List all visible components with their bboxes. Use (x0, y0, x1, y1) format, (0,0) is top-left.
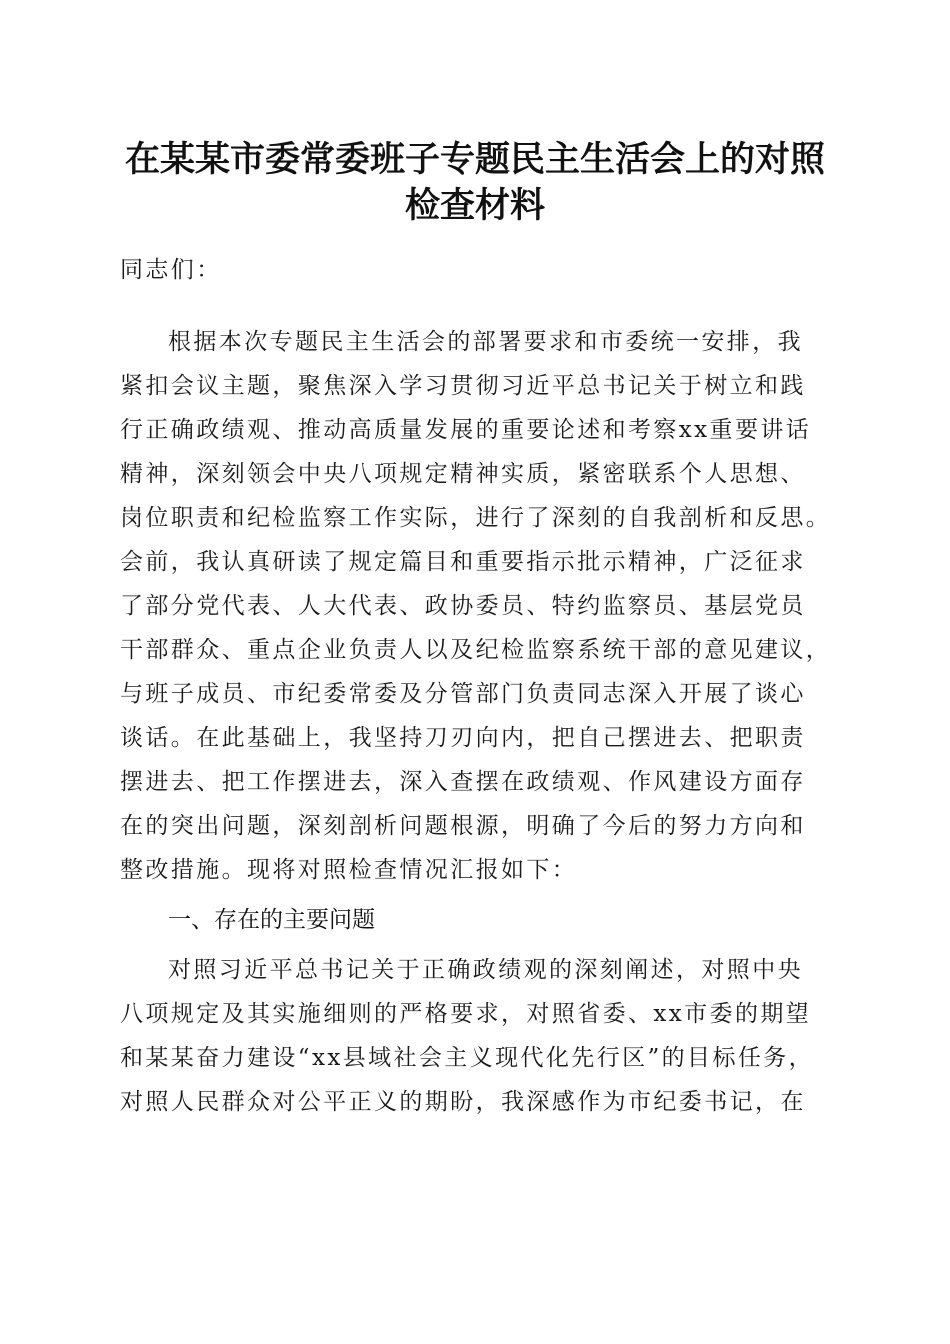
paragraph-1-line: 岗位职责和纪检监察工作实际，进行了深刻的自我剖析和反思。 (120, 505, 832, 531)
paragraph-1-line: 整改措施。现将对照检查情况汇报如下： (120, 857, 578, 883)
paragraph-1-line: 行正确政绩观、推动高质量发展的重要论述和考察xx重要讲话 (120, 417, 812, 443)
paragraph-2-line: 对照习近平总书记关于正确政绩观的深刻阐述，对照中央 (168, 957, 803, 983)
paragraph-2-line: 八项规定及其实施细则的严格要求，对照省委、xx市委的期望 (120, 1001, 812, 1027)
paragraph-1-line: 会前，我认真研读了规定篇目和重要指示批示精神，广泛征求 (120, 549, 806, 575)
paragraph-1-line: 在的突出问题，深刻剖析问题根源，明确了今后的努力方向和 (120, 813, 806, 839)
paragraph-2-line: 和某某奋力建设“xx县域社会主义现代化先行区”的目标任务， (120, 1045, 815, 1071)
paragraph-1-line: 了部分党代表、人大代表、政协委员、特约监察员、基层党员 (120, 593, 806, 619)
paragraph-1-line: 摆进去、把工作摆进去，深入查摆在政绩观、作风建设方面存 (120, 769, 806, 795)
paragraph-1-line: 根据本次专题民主生活会的部署要求和市委统一安排，我 (168, 329, 803, 355)
paragraph-1-line: 紧扣会议主题，聚焦深入学习贯彻习近平总书记关于树立和践 (120, 373, 806, 399)
paragraph-1-line: 谈话。在此基础上，我坚持刀刃向内，把自己摆进去、把职责 (120, 725, 806, 751)
document-title-line-2: 检查材料 (404, 185, 545, 226)
salutation: 同志们： (120, 257, 222, 283)
paragraph-2-line: 对照人民群众对公平正义的期盼，我深感作为市纪委书记，在 (120, 1089, 806, 1115)
document-title-line-1: 在某某市委常委班子专题民主生活会上的对照 (124, 139, 825, 180)
paragraph-1-line: 精神，深刻领会中央八项规定精神实质，紧密联系个人思想、 (120, 461, 806, 487)
paragraph-1-line: 与班子成员、市纪委常委及分管部门负责同志深入开展了谈心 (120, 681, 806, 707)
paragraph-1-line: 干部群众、重点企业负责人以及纪检监察系统干部的意见建议， (120, 637, 832, 663)
section-1-heading: 一、存在的主要问题 (168, 907, 375, 933)
